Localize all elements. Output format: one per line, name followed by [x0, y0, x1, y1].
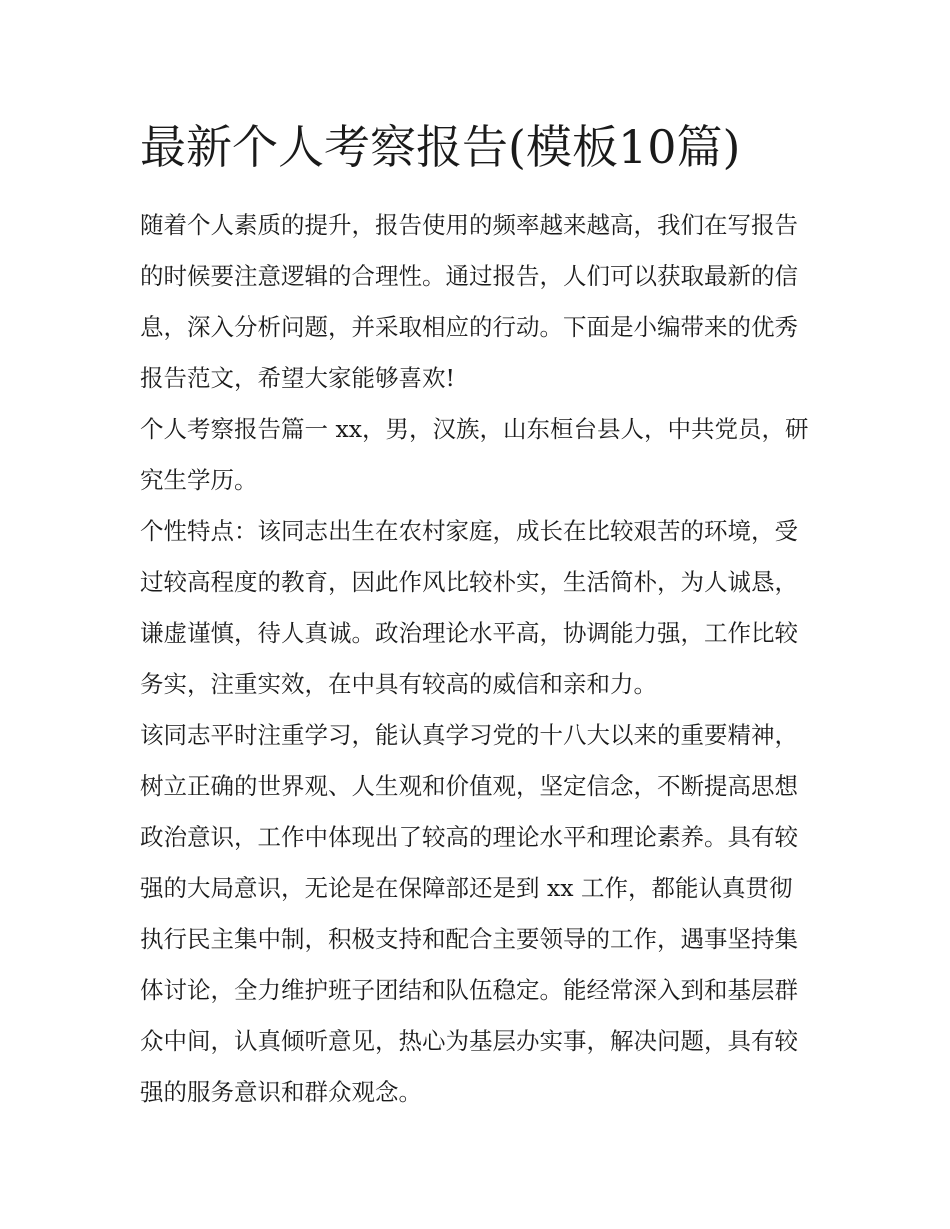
document-body — [140, 200, 810, 1118]
paragraph-personality: 个性特点：该同志出生在农村家庭，成长在比较艰苦的环境，受过较高程度的教育，因此作风比较朴实，生活简朴，为人诚恳，谦虚谨慎，待人真诚。政治理论水平高，协调能力强，工作比较务实，注重实效，在中具有较高的威信和亲和力。 — [140, 517, 798, 698]
paragraph-intro: 随着个人素质的提升，报告使用的频率越来越高，我们在写报告的时候要注意逻辑的合理性。通过报告，人们可以获取最新的信息，深入分析问题，并采取相应的行动。下面是小编带来的优秀报告范文，希望大家能够喜欢! — [140, 211, 798, 392]
paragraph-study: 该同志平时注重学习，能认真学习党的十八大以来的重要精神，树立正确的世界观、人生观和价值观，坚定信念，不断提高思想政治意识，工作中体现出了较高的理论水平和理论素养。具有较强的大局意识，无论是在保障部还是到 xx 工作，都能认真贯彻执行民主集中制，积极支持和配合主要领导的工作，遇事坚持集体讨论，全力维护班子团结和队伍稳定。能经常深入到和基层群众中间，认真倾听意见，热心为基层办实事，解决问题，具有较强的服务意识和群众观念。 — [140, 721, 798, 1106]
document-title: 最新个人考察报告(模板10篇) — [140, 120, 741, 174]
paragraph-profile: 个人考察报告篇一 xx，男，汉族，山东桓台县人，中共党员，研究生学历。 — [140, 415, 809, 494]
